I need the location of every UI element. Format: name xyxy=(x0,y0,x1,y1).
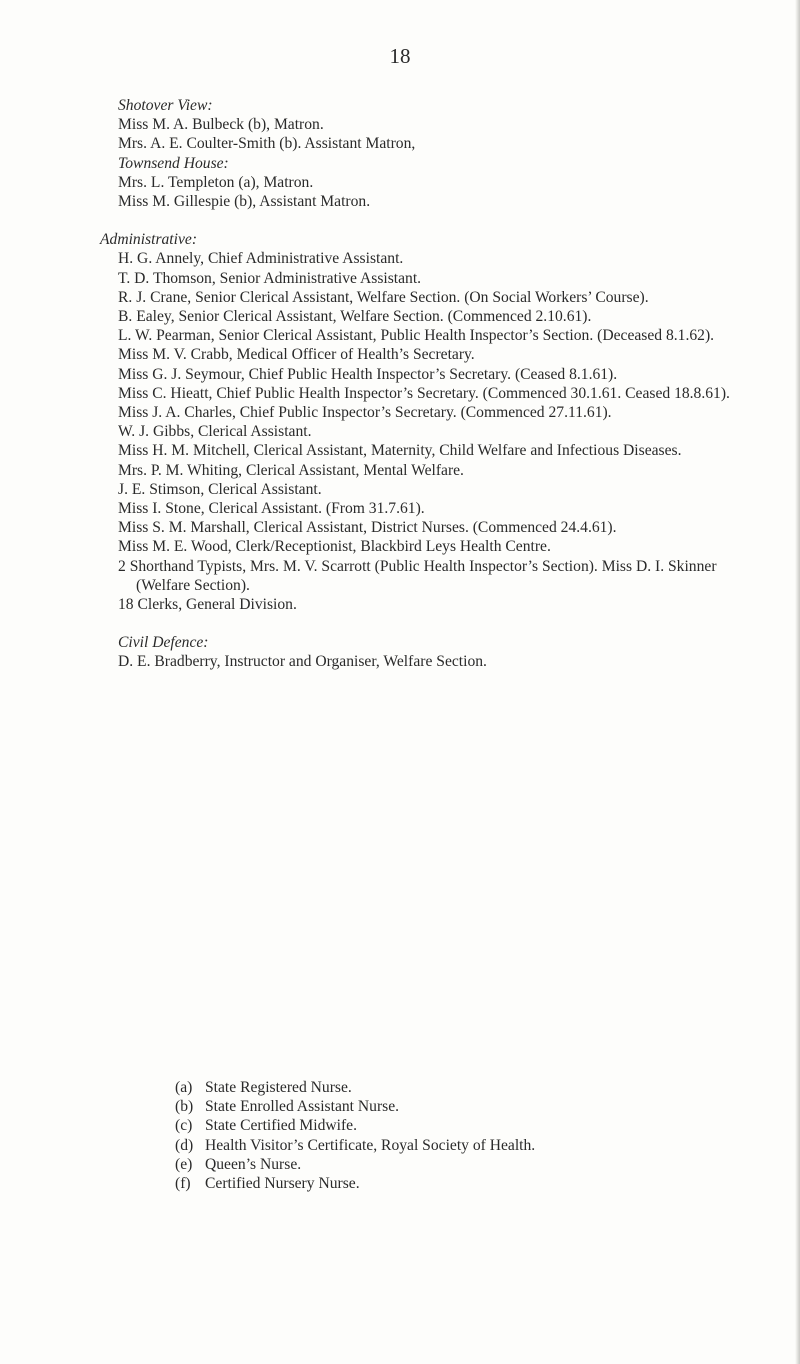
staff-name: B. Ealey xyxy=(118,308,171,326)
note-text: State Certified Midwife. xyxy=(205,1117,358,1135)
staff-role: , Clerk/Receptionist, Blackbird Leys Health Centre. xyxy=(227,538,551,556)
staff-entry xyxy=(118,461,768,480)
staff-entry xyxy=(118,403,768,422)
staff-role: , Chief Public Health Inspector’s Secretary. (Ceased 8.1.61). xyxy=(240,365,618,383)
staff-entry xyxy=(118,345,768,364)
staff-name: J. E. Stimson xyxy=(118,480,201,498)
staff-name: D. E. Bradberry xyxy=(118,653,217,671)
staff-entry xyxy=(118,652,768,671)
staff-role: , Clerical Assistant, Maternity, Child Welfare and Infectious Diseases. xyxy=(245,442,682,460)
staff-role: , Clerical Assistant, District Nurses. (Commenced 24.4.61). xyxy=(245,519,617,537)
note-text: State Registered Nurse. xyxy=(205,1079,352,1096)
staff-name: T. D. Thomson xyxy=(118,269,212,287)
staff-name: Miss M. E. Wood xyxy=(118,538,228,556)
note-row xyxy=(175,1155,735,1174)
section-heading-townsend-house: Townsend House: xyxy=(118,154,229,172)
staff-entry xyxy=(118,249,768,268)
staff-role: (b), Assistant Matron. xyxy=(230,193,371,211)
staff-name: L. W. Pearman xyxy=(118,327,211,345)
page-edge xyxy=(795,0,800,1364)
staff-name: Miss H. M. Mitchell xyxy=(118,442,246,460)
note-text: State Enrolled Assistant Nurse. xyxy=(205,1098,400,1116)
staff-list xyxy=(100,96,768,672)
staff-entry xyxy=(118,595,768,614)
note-key: (d) xyxy=(175,1136,194,1154)
staff-name: Miss M. A. Bulbeck xyxy=(118,116,245,134)
staff-name: Miss J. A. Charles xyxy=(118,404,232,422)
staff-name: Mrs. L. Templeton xyxy=(118,173,235,191)
staff-entry xyxy=(118,518,768,537)
staff-name: Miss G. J. Seymour xyxy=(118,365,241,383)
staff-entry xyxy=(118,422,768,441)
staff-entry xyxy=(118,326,768,345)
note-key: (f) xyxy=(175,1175,191,1193)
staff-role: (b). Assistant Matron, xyxy=(275,135,416,153)
staff-name: Miss M. V. Crabb xyxy=(118,346,229,364)
staff-role: , Senior Clerical Assistant, Welfare Section. (On Social Workers’ Course). xyxy=(187,288,649,306)
staff-name: Miss I. Stone xyxy=(118,500,201,518)
staff-entry xyxy=(118,288,768,307)
section-heading-civil-defence: Civil Defence: xyxy=(118,634,209,652)
staff-name: Miss C. Hieatt xyxy=(118,384,209,402)
note-text: Health Visitor’s Certificate, Royal Society of Health. xyxy=(205,1136,536,1154)
note-key: (e) xyxy=(175,1155,193,1173)
staff-role: 18 Clerks, General Division. xyxy=(118,596,297,614)
staff-role: , Senior Administrative Assistant. xyxy=(211,269,422,287)
staff-role: , Clerical Assistant. (From 31.7.61). xyxy=(200,500,425,518)
staff-role: , Clerical Assistant, Mental Welfare. xyxy=(238,461,464,479)
note-row xyxy=(175,1136,735,1155)
staff-role: 2 Shorthand Typists, Mrs. M. V. Scarrott (Public Health Inspector’s Section). Miss D. I. Skinner (Welfare Section). xyxy=(118,557,717,594)
note-text: Queen’s Nurse. xyxy=(205,1155,302,1173)
staff-role: , Clerical Assistant. xyxy=(190,423,312,441)
qualification-key xyxy=(175,1078,735,1193)
note-text: Certified Nursery Nurse. xyxy=(205,1175,360,1193)
staff-name: Miss M. Gillespie xyxy=(118,193,231,211)
staff-role: , Clerical Assistant. xyxy=(200,480,322,498)
staff-role: , Chief Public Health Inspector’s Secretary. (Commenced 30.1.61. Ceased 18.8.61). xyxy=(208,384,730,402)
staff-entry xyxy=(118,557,768,595)
staff-entry xyxy=(118,365,768,384)
staff-entry xyxy=(118,480,768,499)
staff-role: , Senior Clerical Assistant, Welfare Section. (Commenced 2.10.61). xyxy=(170,308,592,326)
staff-entry xyxy=(118,173,768,192)
staff-name: R. J. Crane xyxy=(118,288,188,306)
note-row xyxy=(175,1097,735,1116)
staff-name: Mrs. P. M. Whiting xyxy=(118,461,239,479)
staff-entry xyxy=(118,384,768,403)
note-key: (b) xyxy=(175,1098,194,1116)
note-row xyxy=(175,1174,735,1193)
staff-entry xyxy=(118,307,768,326)
staff-entry xyxy=(118,134,768,153)
staff-entry xyxy=(118,441,768,460)
staff-role: , Chief Public Inspector’s Secretary. (Commenced 27.11.61). xyxy=(231,404,612,422)
note-key: (c) xyxy=(175,1117,193,1135)
staff-entry xyxy=(118,192,768,211)
staff-entry xyxy=(118,537,768,556)
section-heading-administrative: Administrative: xyxy=(100,231,198,249)
note-row xyxy=(175,1116,735,1135)
page-number: 18 xyxy=(389,44,411,68)
staff-role: , Instructor and Organiser, Welfare Section. xyxy=(216,653,487,671)
staff-role: (a), Matron. xyxy=(234,173,314,191)
staff-name: W. J. Gibbs xyxy=(118,423,191,441)
staff-entry xyxy=(118,499,768,518)
section-heading-shotover-view: Shotover View: xyxy=(118,97,213,114)
staff-name: H. G. Annely xyxy=(118,250,201,268)
staff-entry xyxy=(118,115,768,134)
staff-role: , Medical Officer of Health’s Secretary. xyxy=(228,346,475,364)
staff-role: (b), Matron. xyxy=(244,116,324,134)
staff-name: Miss S. M. Marshall xyxy=(118,519,246,537)
note-row xyxy=(175,1078,735,1097)
note-key: (a) xyxy=(175,1079,193,1096)
staff-role: , Senior Clerical Assistant, Public Health Inspector’s Section. (Deceased 8.1.62). xyxy=(210,327,715,345)
staff-role: , Chief Administrative Assistant. xyxy=(200,250,404,268)
staff-name: Mrs. A. E. Coulter-Smith xyxy=(118,135,276,153)
staff-entry xyxy=(118,269,768,288)
